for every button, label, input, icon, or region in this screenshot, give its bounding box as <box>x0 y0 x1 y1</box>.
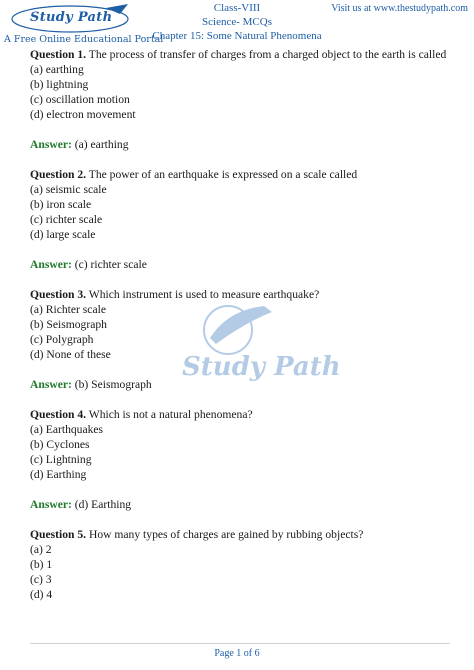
question-body: How many types of charges are gained by rubbing objects? <box>88 528 364 541</box>
question-block <box>30 407 450 482</box>
option: (c) richter scale <box>30 213 103 226</box>
option: (a) earthing <box>30 63 84 76</box>
question-text <box>30 167 450 182</box>
question-body: The process of transfer of charges from a charged object to the earth is called <box>88 48 447 61</box>
question-text <box>30 407 450 422</box>
answer-value: (d) Earthing <box>74 498 132 511</box>
answer-value: (b) Seismograph <box>74 378 152 391</box>
option: (d) Earthing <box>30 468 87 481</box>
question-label: Question 2. <box>30 168 87 181</box>
answer-line <box>30 497 450 512</box>
chapter-title: Chapter 15: Some Natural Phenomena <box>152 30 322 42</box>
watermark-text: Study Path <box>182 352 341 382</box>
option: (c) Polygraph <box>30 333 94 346</box>
question-body: Which instrument is used to measure earthquake? <box>88 288 320 301</box>
option: (b) iron scale <box>30 198 92 211</box>
option: (a) seismic scale <box>30 183 107 196</box>
answer-line <box>30 137 450 152</box>
question-label: Question 5. <box>30 528 87 541</box>
answer-label: Answer: <box>30 378 72 391</box>
page-header <box>0 0 474 46</box>
question-label: Question 1. <box>30 48 87 61</box>
option: (c) Lightning <box>30 453 92 466</box>
tagline: A Free Online Educational Portal <box>4 34 164 45</box>
option: (d) 4 <box>30 588 53 601</box>
option: (c) oscillation motion <box>30 93 130 106</box>
subject-title: Science- MCQs <box>202 16 272 28</box>
mcq-list <box>30 47 450 617</box>
question-block <box>30 287 450 362</box>
option: (d) None of these <box>30 348 111 361</box>
option: (a) Earthquakes <box>30 423 104 436</box>
footer-divider <box>30 643 450 644</box>
class-title: Class-VIII <box>213 2 261 14</box>
answer-value: (a) earthing <box>74 138 129 151</box>
question-text <box>30 287 450 302</box>
question-body: The power of an earthquake is expressed on a scale called <box>88 168 358 181</box>
option: (b) 1 <box>30 558 53 571</box>
answer-line <box>30 257 450 272</box>
question-body: Which is not a natural phenomena? <box>88 408 253 421</box>
question-label: Question 4. <box>30 408 87 421</box>
logo-text: Study Path <box>30 10 113 25</box>
question-text <box>30 527 450 542</box>
question-text <box>30 47 450 62</box>
answer-label: Answer: <box>30 258 72 271</box>
answer-value: (c) richter scale <box>74 258 147 271</box>
option: (d) large scale <box>30 228 96 241</box>
option: (a) Richter scale <box>30 303 106 316</box>
question-label: Question 3. <box>30 288 87 301</box>
option: (b) lightning <box>30 78 89 91</box>
answer-label: Answer: <box>30 138 72 151</box>
answer-label: Answer: <box>30 498 72 511</box>
page-number: Page 1 of 6 <box>214 648 260 659</box>
option: (d) electron movement <box>30 108 136 121</box>
question-block <box>30 47 450 122</box>
question-block <box>30 167 450 242</box>
answer-line <box>30 377 450 392</box>
option: (a) 2 <box>30 543 52 556</box>
option: (b) Seismograph <box>30 318 107 331</box>
website-link[interactable]: Visit us at www.thestudypath.com <box>331 3 468 14</box>
option: (c) 3 <box>30 573 52 586</box>
question-block <box>30 527 450 602</box>
option: (b) Cyclones <box>30 438 90 451</box>
